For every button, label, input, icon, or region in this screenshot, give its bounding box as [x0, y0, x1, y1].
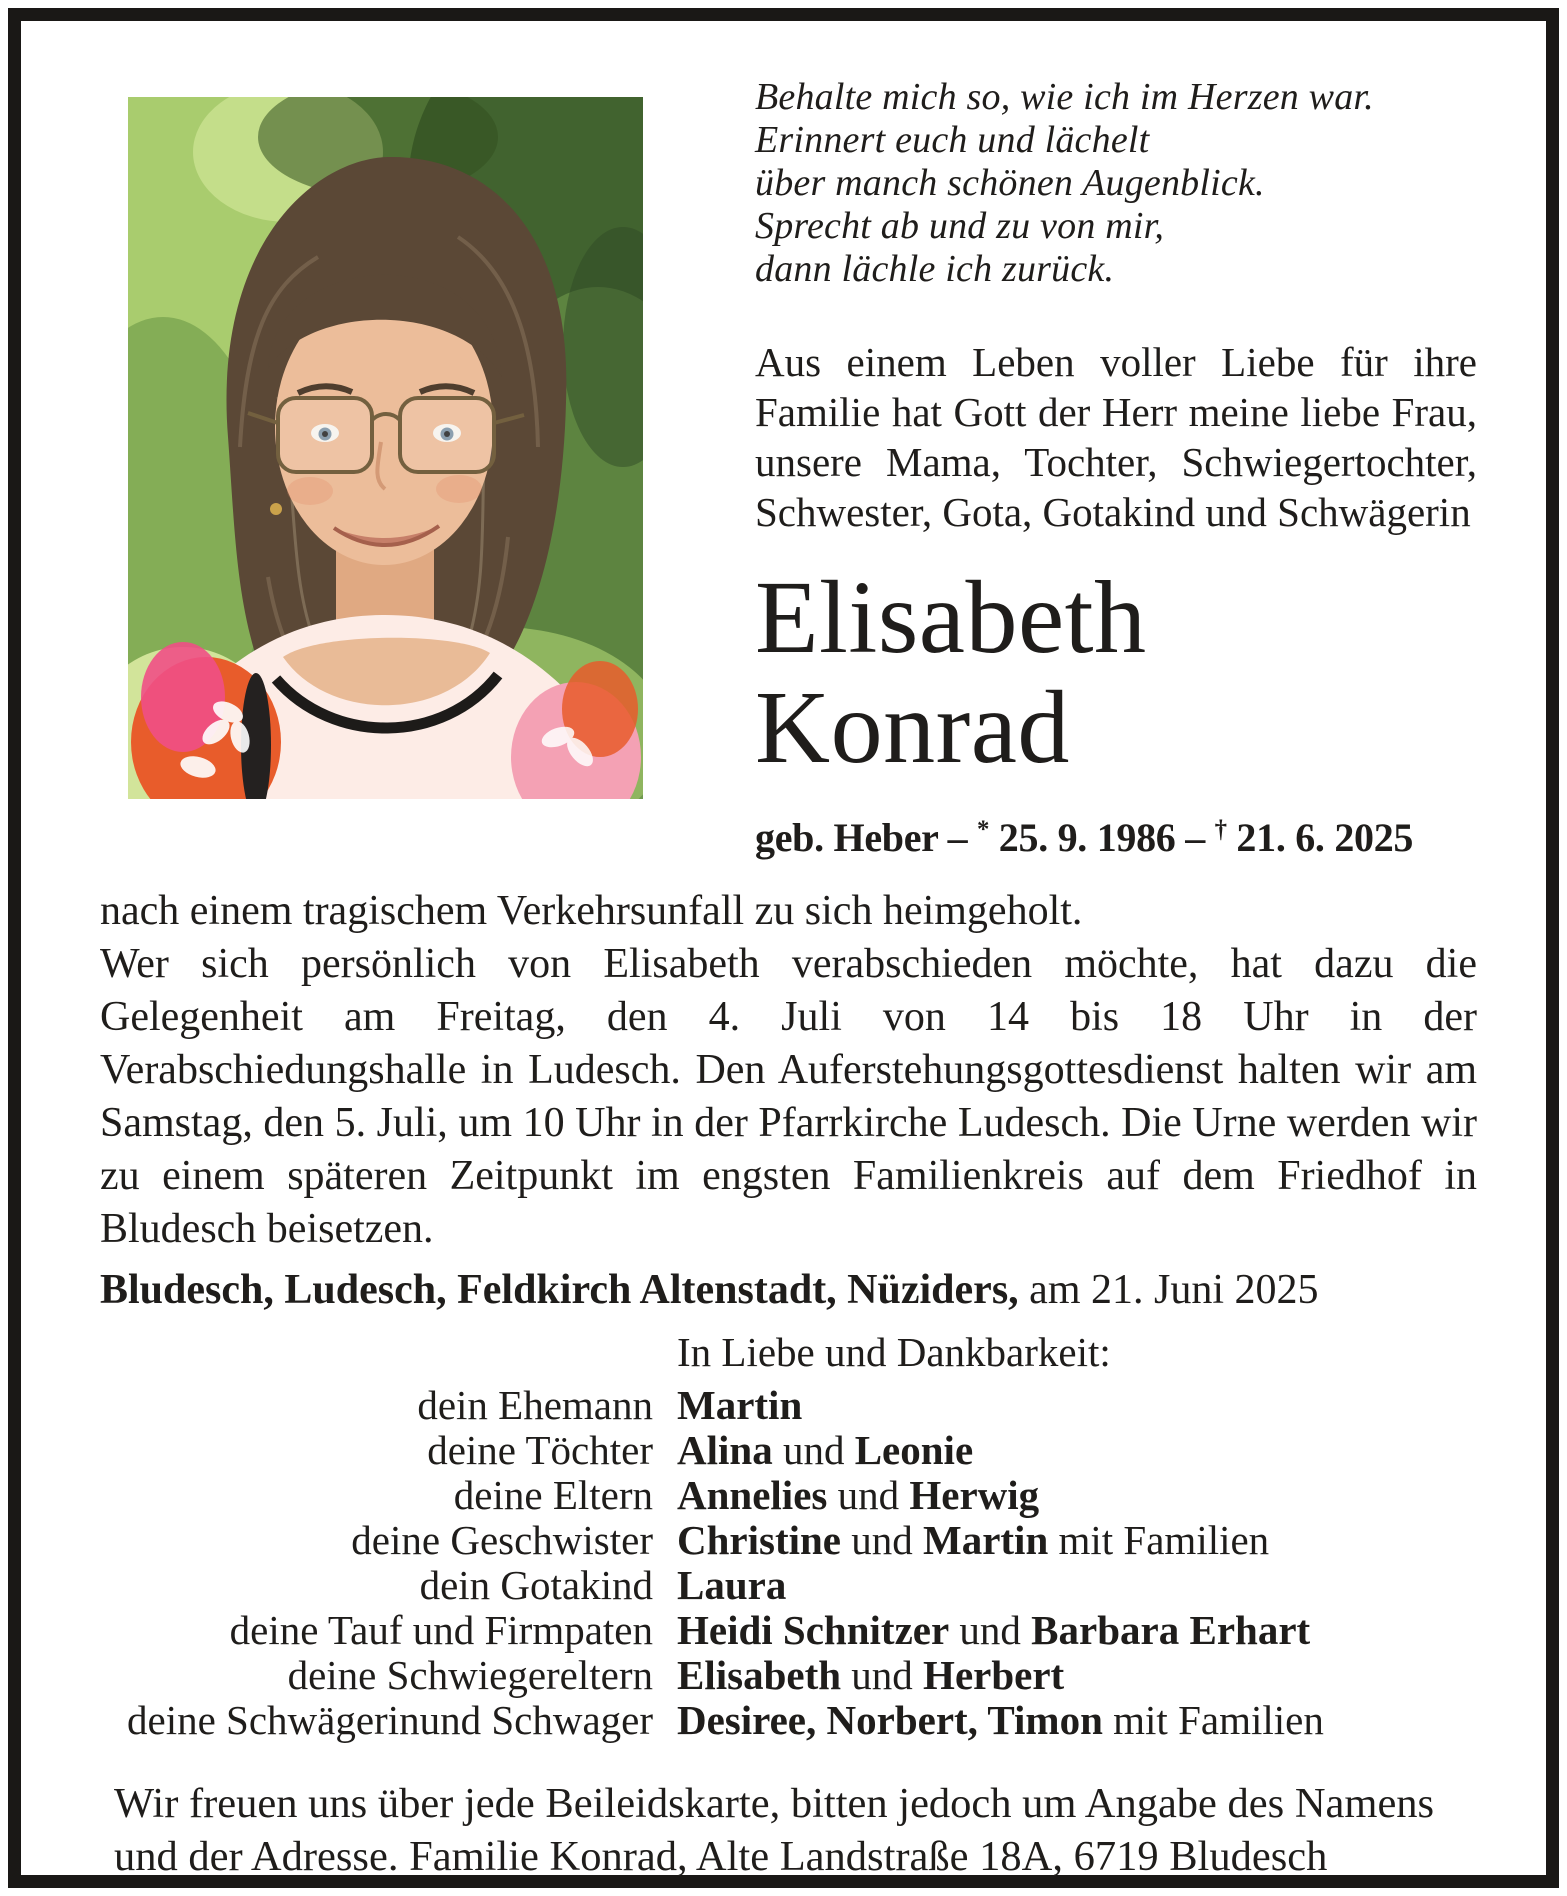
obituary-content	[100, 0, 1477, 1883]
family-relation-label: deine Eltern	[453, 1472, 653, 1518]
family-relation-label: deine Schwiegereltern	[287, 1652, 653, 1698]
right-column	[755, 0, 1477, 861]
poem-line: Erinnert euch und lächelt	[755, 119, 1150, 161]
birth-death-dates	[755, 807, 1477, 861]
family-relation-label: dein Ehemann	[417, 1382, 653, 1428]
announcement-date: am 21. Juni 2025	[1018, 1267, 1319, 1313]
death-date: 21. 6. 2025	[1226, 814, 1414, 860]
intro-paragraph: Aus einem Leben voller Liebe für ihre Familie hat Gott der Herr meine liebe Frau, unsere Mama, Tochter, Schwiegertochter, Schwester, Gota, Gotakind und Schwägerin	[755, 339, 1477, 535]
death-cross-symbol: †	[1214, 816, 1227, 843]
announcement-rest: Wer sich persönlich von Elisabeth verabschieden möchte, hat dazu die Gelegenheit am Freitag, den 4. Juli von 14 bis 18 Uhr in der Verabschiedungshalle in Ludesch. Den Auferstehungsgottesdienst halten wir am Samstag, den 5. Juli, um 10 Uhr in der Pfarrkirche Ludesch. Die Urne werden wir zu einem späteren Zeitpunkt im engsten Familienkreis auf dem Friedhof in Bludesch beisetzen.	[100, 941, 1477, 1252]
birth-date: 25. 9. 1986 –	[989, 814, 1215, 860]
family-member-names: Desiree, Norbert, Timon mit Familien	[677, 1697, 1324, 1743]
maiden-name: geb. Heber –	[755, 814, 977, 860]
family-relation-label: deine Geschwister	[351, 1517, 653, 1563]
deceased-last-name: Konrad	[755, 670, 1070, 785]
place-date-line	[100, 1266, 1477, 1314]
portrait-photo	[128, 97, 643, 799]
family-relation-label: dein Gotakind	[419, 1562, 653, 1608]
birth-star-symbol: *	[977, 816, 990, 843]
family-member-names: Elisabeth und Herbert	[677, 1652, 1065, 1698]
announcement-paragraph	[100, 885, 1477, 1256]
family-member-names: Laura	[677, 1562, 787, 1608]
poem-line: dann lächle ich zurück.	[755, 248, 1115, 290]
family-member-names: Heidi Schnitzer und Barbara Erhart	[677, 1607, 1311, 1653]
family-member-names: Alina und Leonie	[677, 1427, 974, 1473]
family-relation-label: deine Schwägerinund Schwager	[127, 1697, 653, 1743]
deceased-name	[755, 560, 1477, 785]
family-relation-label: deine Tauf und Firmpaten	[229, 1607, 653, 1653]
family-list	[100, 1330, 1477, 1743]
top-section	[100, 0, 1477, 885]
family-member-names: Christine und Martin mit Familien	[677, 1517, 1270, 1563]
memorial-poem	[755, 76, 1477, 291]
place-names: Bludesch, Ludesch, Feldkirch Altenstadt, Nüziders,	[100, 1267, 1019, 1313]
poem-line: über manch schönen Augenblick.	[755, 162, 1265, 204]
announcement-line1: nach einem tragischem Verkehrsunfall zu sich heimgeholt.	[100, 888, 1083, 934]
poem-line: Behalte mich so, wie ich im Herzen war.	[755, 76, 1374, 118]
deceased-first-name: Elisabeth	[755, 560, 1147, 675]
portrait-photo-illustration	[128, 97, 643, 799]
gratitude-line: In Liebe und Dankbarkeit:	[677, 1329, 1111, 1375]
family-relation-label: deine Töchter	[427, 1427, 653, 1473]
family-member-names: Martin	[677, 1382, 803, 1428]
condolence-note: Wir freuen uns über jede Beileidskarte, bitten jedoch um Angabe des Namens und der Adresse. Familie Konrad, Alte Landstraße 18A, 6719 Bludesch	[114, 1780, 1435, 1880]
poem-line: Sprecht ab und zu von mir,	[755, 205, 1165, 247]
family-member-names: Annelies und Herwig	[677, 1472, 1040, 1518]
